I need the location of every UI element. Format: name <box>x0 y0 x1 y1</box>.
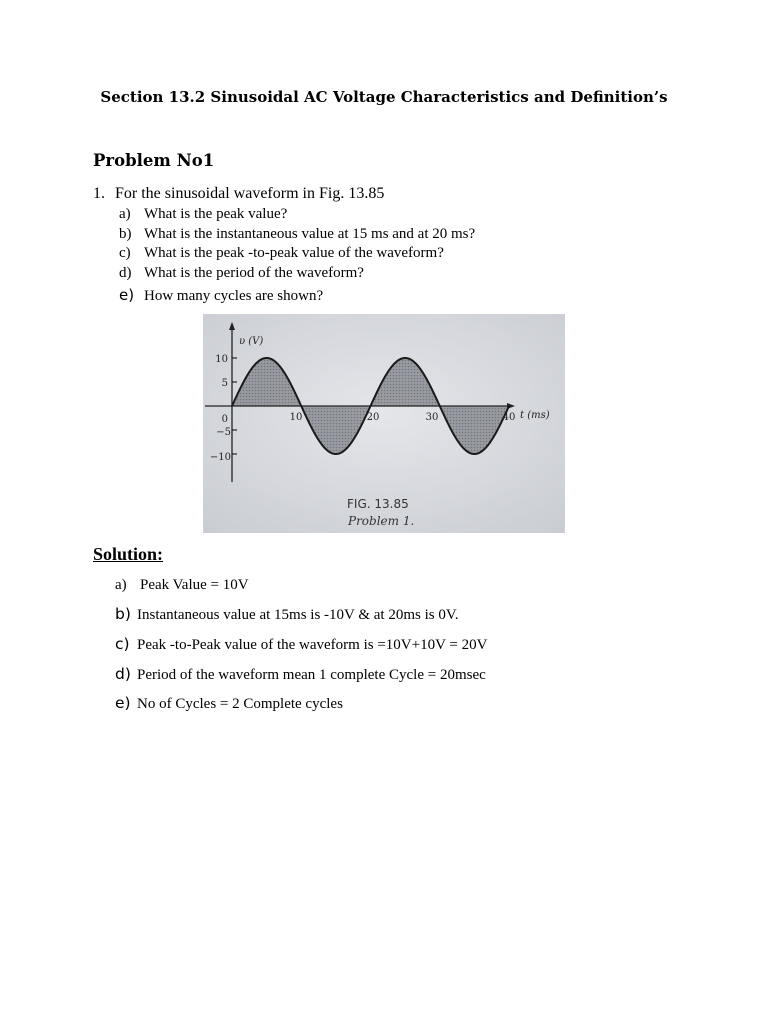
question-number: 1. <box>93 185 105 202</box>
answer-label: b) <box>115 605 131 623</box>
question-part-a <box>119 206 287 223</box>
solution-heading: Solution: <box>93 544 164 564</box>
answer-c <box>115 635 487 654</box>
x-tick-label: 30 <box>425 412 439 423</box>
section-title: Section 13.2 Sinusoidal AC Voltage Characteristics and Definition’s <box>100 88 668 106</box>
answer-label: a) <box>115 577 127 593</box>
x-tick-label: 20 <box>366 412 380 423</box>
answer-label: e) <box>115 694 131 712</box>
part-label: a) <box>119 206 131 222</box>
answer-e <box>115 694 343 713</box>
answer-text: Period of the waveform mean 1 complete Cycle = 20msec <box>137 667 486 683</box>
answer-text: Instantaneous value at 15ms is -10V & at 20ms is 0V. <box>137 607 459 623</box>
answer-text: Peak -to-Peak value of the waveform is =10V+10V = 20V <box>137 637 488 653</box>
question-part-d <box>119 265 364 282</box>
answer-b <box>115 605 459 624</box>
figure-13-85 <box>203 314 565 533</box>
question-part-e <box>119 286 323 305</box>
part-text: What is the peak value? <box>144 206 288 222</box>
answer-text: Peak Value = 10V <box>140 577 249 593</box>
figure-caption: Problem 1. <box>348 514 415 528</box>
x-tick-label: 40 <box>502 412 516 423</box>
part-label: e) <box>119 286 135 304</box>
answer-d <box>115 665 486 684</box>
answer-label: d) <box>115 665 131 683</box>
answer-text: No of Cycles = 2 Complete cycles <box>137 696 343 712</box>
answer-label: c) <box>115 635 130 653</box>
x-tick-label: 10 <box>289 412 303 423</box>
part-label: b) <box>119 226 132 242</box>
figure-label: FIG. 13.85 <box>347 497 409 511</box>
y-axis-label: υ (V) <box>239 336 264 347</box>
question-part-c <box>119 245 444 262</box>
part-text: How many cycles are shown? <box>144 288 324 304</box>
part-text: What is the instantaneous value at 15 ms and at 20 ms? <box>144 226 476 242</box>
y-tick-label: −10 <box>209 452 231 463</box>
part-text: What is the peak -to-peak value of the waveform? <box>144 245 444 261</box>
part-label: c) <box>119 245 131 261</box>
part-label: d) <box>119 265 132 281</box>
question-1 <box>93 185 384 203</box>
part-text: What is the period of the waveform? <box>144 265 364 281</box>
x-axis-label: t (ms) <box>520 410 550 421</box>
y-tick-label: −5 <box>216 427 231 438</box>
question-part-b <box>119 226 475 243</box>
y-tick-label: 5 <box>221 378 228 389</box>
problem-heading: Problem No1 <box>93 151 215 170</box>
y-tick-label: 0 <box>221 414 228 425</box>
answer-a <box>115 577 249 594</box>
y-tick-label: 10 <box>215 354 228 365</box>
question-text: For the sinusoidal waveform in Fig. 13.85 <box>115 185 385 202</box>
